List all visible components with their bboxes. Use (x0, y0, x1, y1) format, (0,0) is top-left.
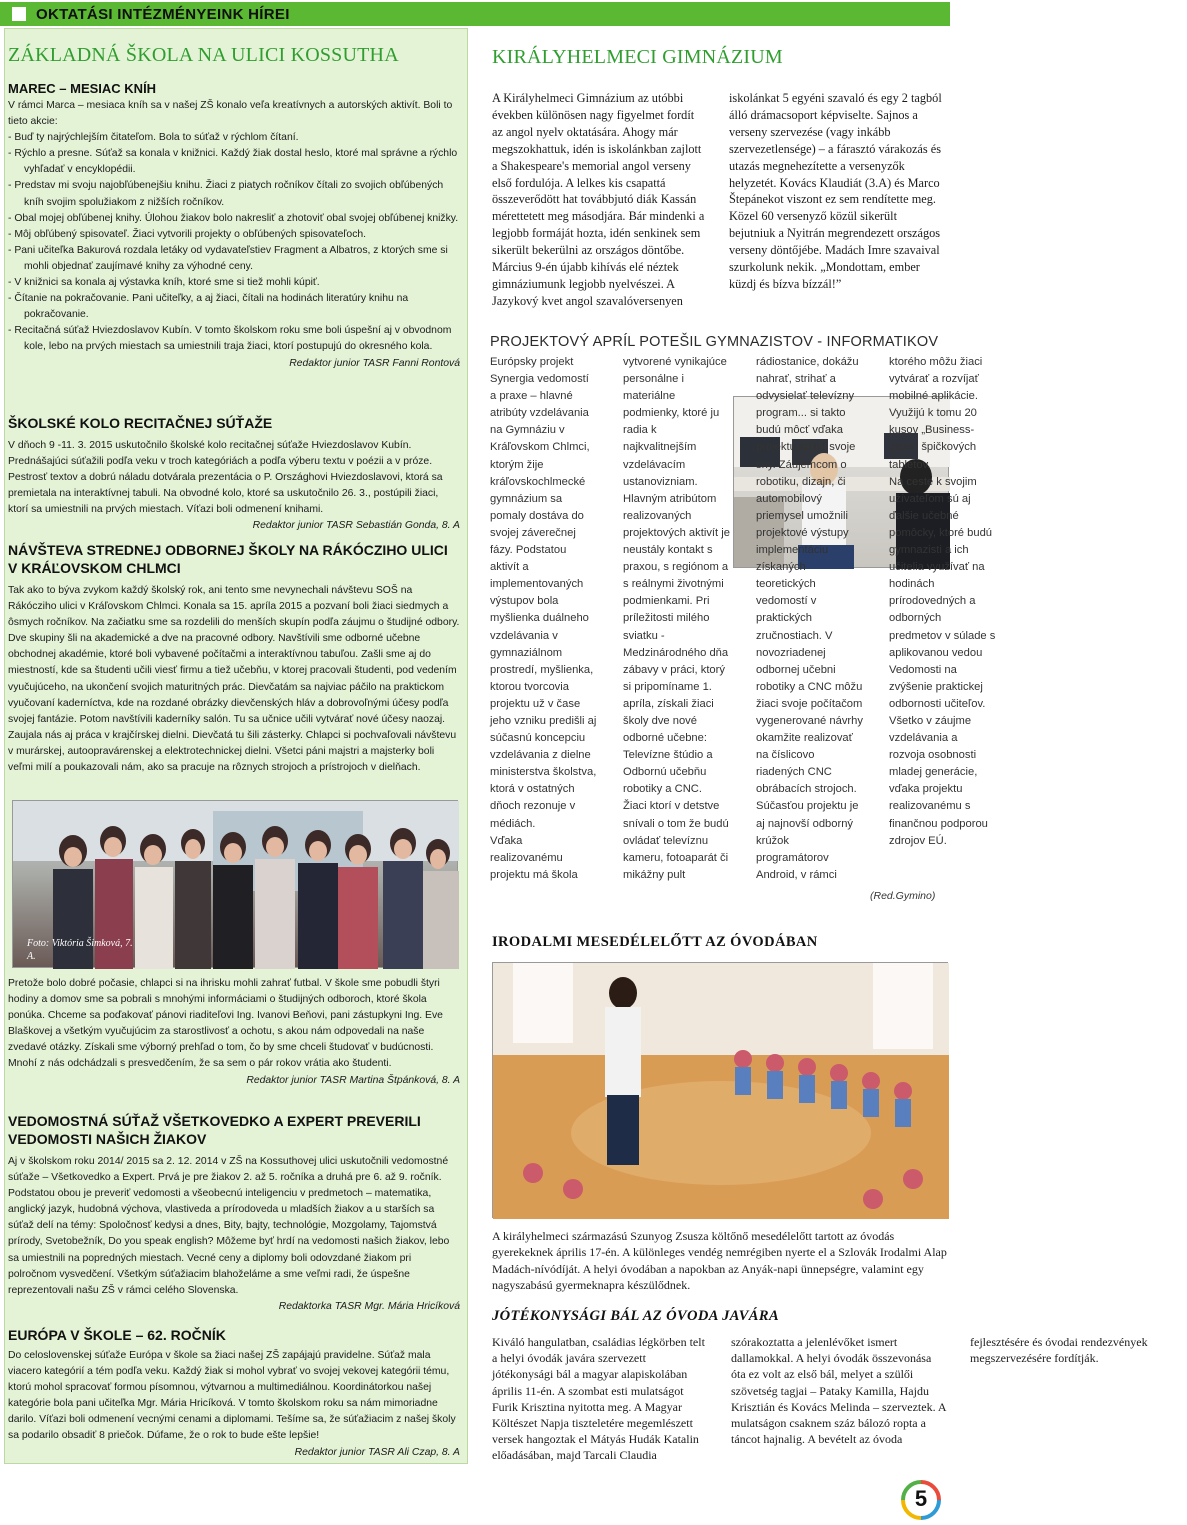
list-item: - Pani učiteľka Bakurová rozdala letáky od vydavateľstiev Fragment a Albatros, z ktorých sme si mohli objednať zaujímavé knihy za výhodné ceny. (8, 244, 448, 272)
article-europe (8, 1326, 460, 1461)
article-quiz (8, 1112, 460, 1315)
article-recitation (8, 414, 460, 534)
section-header-bar (0, 2, 950, 26)
article-visit-continued (8, 976, 460, 1089)
list-item: - Buď ty najrýchlejším čitateľom. Bola to súťaž v rýchlom čítaní. (8, 132, 299, 144)
list-item: - Predstav mi svoju najobľúbenejšiu knihu. Žiaci z piatych ročníkov čítali zo svojich obľúbených kníh svojim spolužiakom z nižších ročníkov. (8, 180, 444, 208)
article-signature: Redaktorka TASR Mgr. Mária Hricíková (278, 1300, 460, 1312)
photo-caption: Foto: Viktória Šimková, 7. A. (27, 938, 133, 962)
project-heading: PROJEKTOVÝ APRÍL POTEŠIL GYMNAZISTOV - INFORMATIKOV (490, 334, 939, 350)
school-heading: ZÁKLADNÁ ŠKOLA NA ULICI KOSSUTHA (8, 44, 399, 66)
project-article-text: Európsky projekt Synergia vedomostí a praxe – hlavné atribúty vzdelávania na Gymnáziu v Kráľovskom Chlmci, ktorým žije kráľovskochlmecké gymnázium sa pomaly dostáva do svojej záverečnej fázy. Podstatou aktivít a implementovaných výstupov bola myšlienka duálneho vzdelávania v gymnaziálnom prostredí, myšlienka, ktorou tvorcovia projektu už v čase jeho vzniku predišli aj súčasnú koncepciu vzdelávania z dielne ministerstva školstva, ktorá v ostatných dňoch rezonuje v médiách. Vďaka realizovanému projektu má škola vytvorené vynikajúce personálne i materiálne podmienky, ktoré ju radia k najkvalitnejším vzdelávacím ustanovizniam. Hlavným atribútom realizovaných projektových aktivít je neustály kontakt s praxou, s regiónom a s reálnymi životnými podmienkami. Pri príležitosti milého sviatku - Medzinárodného dňa zábavy v práci, ktorý si pripomíname 1. apríla, získali žiaci školy dve nové odborné učebne: Televízne štúdio a Odbornú učebňu robotiky a CNC. Žiaci ktorí v detstve snívali o tom že budú ovládať televíznu kameru, fotoaparát či mikážny pult rádiostanice, dokážu nahrať, strihať a odvysielať televízny program... si takto budú môcť vďaka projektu splniť svoje sny. Záujemcom o robotiku, dizajn, či automobilový priemysel umožnili projektové výstupy implementáciu získaných teoretických vedomostí v praktických zručnostiach. V novozriadenej odbornej učebni robotiky a CNC môžu žiaci svoje počítačom vygenerované návrhy okamžite realizovať na číslicovo riadených CNC obrábacích strojoch. Súčasťou projektu je aj najnovší odborný krúžok programátorov Android, v rámci ktorého môžu žiaci vytvárať a rozvíjať mobilné aplikácie. Využijú k 20 kusov „Business-class” tabletov. Na ceste k svojim užívateľom sú aj ďalšie učebné pomôcky, ktoré budú gymnazisti ich učitelia využívať na hodinách prírodovedných a odborných predmetov v súlade s aplikovanou vedou Vedomosti na zvýšenie praktickej odbornosti učiteľov. Všetko v záujme vzdelávania a rozvoja osobnosti mladej generácie, vďaka projektu realizovanému s finančnou podporou zdrojov EÚ. (490, 356, 996, 881)
article-march (8, 80, 460, 372)
list-item: - Recitačná súťaž Hviezdoslavov Kubín. V tomto školskom roku sme boli úspešní aj v obvodnom kole, lebo na prvých miestach sa umiestnili traja žiaci, ktorí postupujú do okresného kola. (8, 325, 452, 353)
list-item: - Obal mojej obľúbenej knihy. Úlohou žiakov bolo nakresliť a zhotoviť obal svojej obľúbenej knižky. (8, 212, 459, 224)
article-body: Tak ako to býva zvykom každý školský rok, ani tento sme nevynechali návštevu SOŠ na Rákócziho ulici v Kráľovskom Chlmci. Konala sa 15. apríla 2015 a pozvaní boli žiaci siedmych a ôsmych ročníkov. Na začiatku sme sa rozdelili do menších skupín podľa záujmu o študijné odbory. Dve skupiny šli na akademické a dve na pracovné odbory. Navštívili sme odborné učebne obchodnej akadémie, ktoré boli vybavené počítačmi a interaktívnou tabuľou. Zašli sme aj do miestností, kde sa študenti učili viesť firmu a tiež učebňu, v ktorej pracovali študenti, pod vedením vyučujúceho, na ukončení svojich maturitných prác. Dievčatám sa najviac páčilo na praktickom vyučovaní kaderníctva, kde na rozdané obrázky dievčenských hláv a dobrovoľnými účesy podľa svojej fantázie. Potom navštívili kaderníky salón. Tu sa učnice učili vytvárať nové účesy naozaj. Zaujala nás aj práca v krajčírskej dielni. Dievčatá tu šili zásterky. Chlapci si pochvaľovali návštevu v murárskej, autoopravárenskej a elektrotechnickej dielni. Všetci páni majstri a majsterky boli veľmi milí a poukazovali nám, ako sa pracuje na rôznych strojoch a prístrojoch v dielňach. (8, 585, 460, 774)
article-intro: V rámci Marca – mesiaca kníh sa v našej ZŠ konalo veľa kreatívnych a autorských aktivít. Boli to tieto akcie: (8, 100, 453, 128)
article-signature: Redaktor junior TASR Fanni Rontová (289, 357, 460, 369)
article-body: Do celoslovenskej súťaže Európa v škole sa žiaci našej ZŠ zapájajú pravidelne. Súťaž mala viacero kategórií a tém podľa veku. Každý žiak si mohol vybrať vo svojej vekovej kategórii tému, ktorú mohol spracovať formou písomnou, výtvarnou a multimediálnou. Koordinátorkou našej kategórie bola pani učiteľka Mgr. Mária Hricíková. V tomto školskom roku sa nám mimoriadne darilo. Víťazi boli odmenení vecnými cenami a diplomami. Tešíme sa, že súťažiacim z našej školy sa podarilo obsadiť 8 priečok. Dúfame, že o rok to bude ešte lepšie! (8, 1350, 456, 1442)
kindergarten-heading: IRODALMI MESEDÉLELŐTT AZ ÓVODÁBAN (492, 934, 818, 950)
list-item: - Čítanie na pokračovanie. Pani učiteľky, a aj žiaci, čítali na hodinách literatúry knihu na pokračovanie. (8, 293, 409, 321)
section-header-title: OKTATÁSI INTÉZMÉNYEINK HÍREI (36, 5, 290, 23)
list-item: - Môj obľúbený spisovateľ. Žiaci vytvorili projekty o obľúbených spisovateľoch. (8, 228, 367, 240)
gymnasium-article: A Királyhelmeci Gimnázium az utóbbi években különösen nagy figyelmet fordít az angol nyelv oktatására. Ahogy már megszokhattuk, idén is iskolánkban zajlott a Shakespeare's memorial angol verseny első fordulója. A lelkes kis csapattá összeverődött hat továbbjutó diák Kassán mérettetett meg másodjára. Bár mindenki a legjobb formáját hozta, idén senkinek sem sikerült bekerülni az országos döntőbe. Március 9-én újabb kihívás elé néztek gimnáziumunk legjobb nyelvészei. A Jazykový kvet angol szavalóversenyen iskolánkat 5 egyéni szavaló és egy 2 tagból álló drámacsoport képviselte. Sajnos a verseny szervezése (vagy inkább szervezetlensége) – a fárasztó várakozás és utazás megnehezítette a versenyzők helyzetét. Kovács Klaudiát (3.A) és Marco Štepánekot viszont ez sem rendítette meg. Közel 60 versenyző közül sikerült bejutniuk a Nyitrán megrendezett országos verseny döntőjébe. Madách Imre szavaival szurkolunk nekik. „Mondottam, ember küzdj és bízva bízzál!” (492, 91, 942, 308)
list-item: - Rýchlo a presne. Súťaž sa konala v knižnici. Každý žiak dostal heslo, ktoré mal správne a rýchlo vyhľadať v encyklopédii. (8, 148, 458, 176)
page-number: 5 (914, 1486, 928, 1511)
article-title: ŠKOLSKÉ KOLO RECITAČNEJ SÚŤAŽE (8, 415, 273, 431)
ball-article: Kiváló hangulatban, családias légkörben telt a helyi óvodák javára szervezett jótékonysági bál a magyar alapiskolában április 11-én. A szombat esti mulatságot Furik Krisztina nyitotta meg. A Magyar Költészet Napja tiszteletére megemlészett versek hangoztak el Mátyás Hudák Katalin előadásában, majd Tarcali Claudia szórakoztatta a jelenlévőket ismert dallamokkal. A helyi óvodák összevonása óta ez volt az első bál, melyet a szülői szövetség tagjai – Pataky Kamilla, Hajdu Krisztián és Kovács Melinda – szerveztek. A mulatságon csaknem száz bálozó ropta a táncot hajnalig. A bevételt az óvoda fejlesztésére és óvodai rendezvények megszervezésére fordítják. (492, 1335, 1148, 1463)
article-body: Pretože bolo dobré počasie, chlapci si na ihrisku mohli zahrať futbal. V škole sme pobudli štyri hodiny a domov sme sa pobrali s mnohými informáciami o študijných odboroch, ktoré škola ponúka. Chceme sa poďakovať pánovi riaditeľovi Ing. Ivanovi Beňovi, pani zástupkyni Ing. Eve Blaškovej a všetkým vyučujúcim za starostlivosť a ochotu, s akou nám odpovedali na naše zvedavé otázky. Získali sme výborný prehľad o tom, čo by sme chceli študovať v budúcnosti. Mnohí z nás odchádzali s presvedčením, že sa sem o pár rokov vrátia ako študenti. (8, 978, 443, 1070)
article-title: NÁVŠTEVA STREDNEJ ODBORNEJ ŠKOLY NA RÁKÓCZIHO ULICI V KRÁĽOVSKOM CHLMCI (8, 542, 448, 576)
list-item: - V knižnici sa konala aj výstavka kníh, ktoré sme si tiež mohli kúpiť. (8, 277, 320, 289)
article-visit (8, 541, 460, 776)
gymnasium-heading: KIRÁLYHELMECI GIMNÁZIUM (492, 46, 783, 68)
article-body: V dňoch 9 -11. 3. 2015 uskutočnilo školské kolo recitačnej súťaže Hviezdoslavov Kubín. Prednášajúci súťažili podľa veku v troch kategóriách a podľa výberu textu v poézii a v próze. Pestrosť textov a dobrú náladu dotvárala prezentácia o P. Országhovi Hviezdoslavovi, ktorá sa premietala na interaktívnej tabuli. Na obvodné kolo, ktoré sa uskutočnilo 26. 3., postúpili žiaci, ktorí sa umiestnili na prvých miestach. Víťazi boli odmenení knihami. (8, 440, 443, 516)
kindergarten-image (493, 963, 949, 1219)
article-title: MAREC – MESIAC KNÍH (8, 81, 157, 96)
project-article-wrap (490, 354, 996, 900)
article-body: Aj v školskom roku 2014/ 2015 sa 2. 12. 2014 v ZŠ na Kossuthovej ulici uskutočnili vedomostné súťaže – Všetkovedko a Expert. Prvá je pre žiakov 2. až 5. ročníka a druhá pre 6. až 9. ročník. Podstatou obou je preveriť vedomosti a všeobecnú inteligenciu v predmetoch – matematika, anglický jazyk, hudobná výchova, vlastiveda a prírodoveda u mladších žiakov a u starších sa súťaž delí na témy: Spoločnosť kedysi a dnes, Bity, bajty, technológie, Mozgolamy, Tajomstvá prírody, Svetobežník, Do you speak english? Môžeme byť hrdí na vedomosti našich žiakov, lebo sa umiestnili na popredných miestach. Vecné ceny a diplomy boli odovzdané žiakom pri polročnom vysvedčení. Všetkým súťažiacim blahoželáme a sme veľmi radi, že úspešne reprezentovali našu ZŠ v rámci celého Slovenska. (8, 1156, 450, 1296)
ball-heading: JÓTÉKONYSÁGI BÁL AZ ÓVODA JAVÁRA (492, 1308, 780, 1324)
kindergarten-photo (492, 962, 948, 1218)
project-signature: (Red.Gymino) (870, 890, 936, 902)
kindergarten-article: A királyhelmeci származású Szunyog Zsusza költőnő mesedélelőtt tartott az óvodás gyerekeknek április 17-én. A különleges vendég nemrégiben nyerte el a Szlovák Irodalmi Alap Madách-nívódíját. A helyi óvodában a napokban az Anyák-napi ünnepségre, valamint egy nagyszabású gyermeknapra készülődnek. (492, 1229, 947, 1293)
students-group-photo (12, 800, 458, 968)
article-signature: Redaktor junior TASR Ali Czap, 8. A (294, 1446, 460, 1458)
header-square-icon (12, 7, 26, 21)
article-title: EURÓPA V ŠKOLE – 62. ROČNÍK (8, 1327, 226, 1343)
page-number-badge (898, 1478, 944, 1520)
article-signature: Redaktor junior TASR Martina Štpánková, 8. A (246, 1074, 460, 1086)
article-signature: Redaktor junior TASR Sebastián Gonda, 8. A (252, 520, 460, 532)
article-title: VEDOMOSTNÁ SÚŤAŽ VŠETKOVEDKO A EXPERT PREVERILI VEDOMOSTI NAŠICH ŽIAKOV (8, 1113, 421, 1147)
